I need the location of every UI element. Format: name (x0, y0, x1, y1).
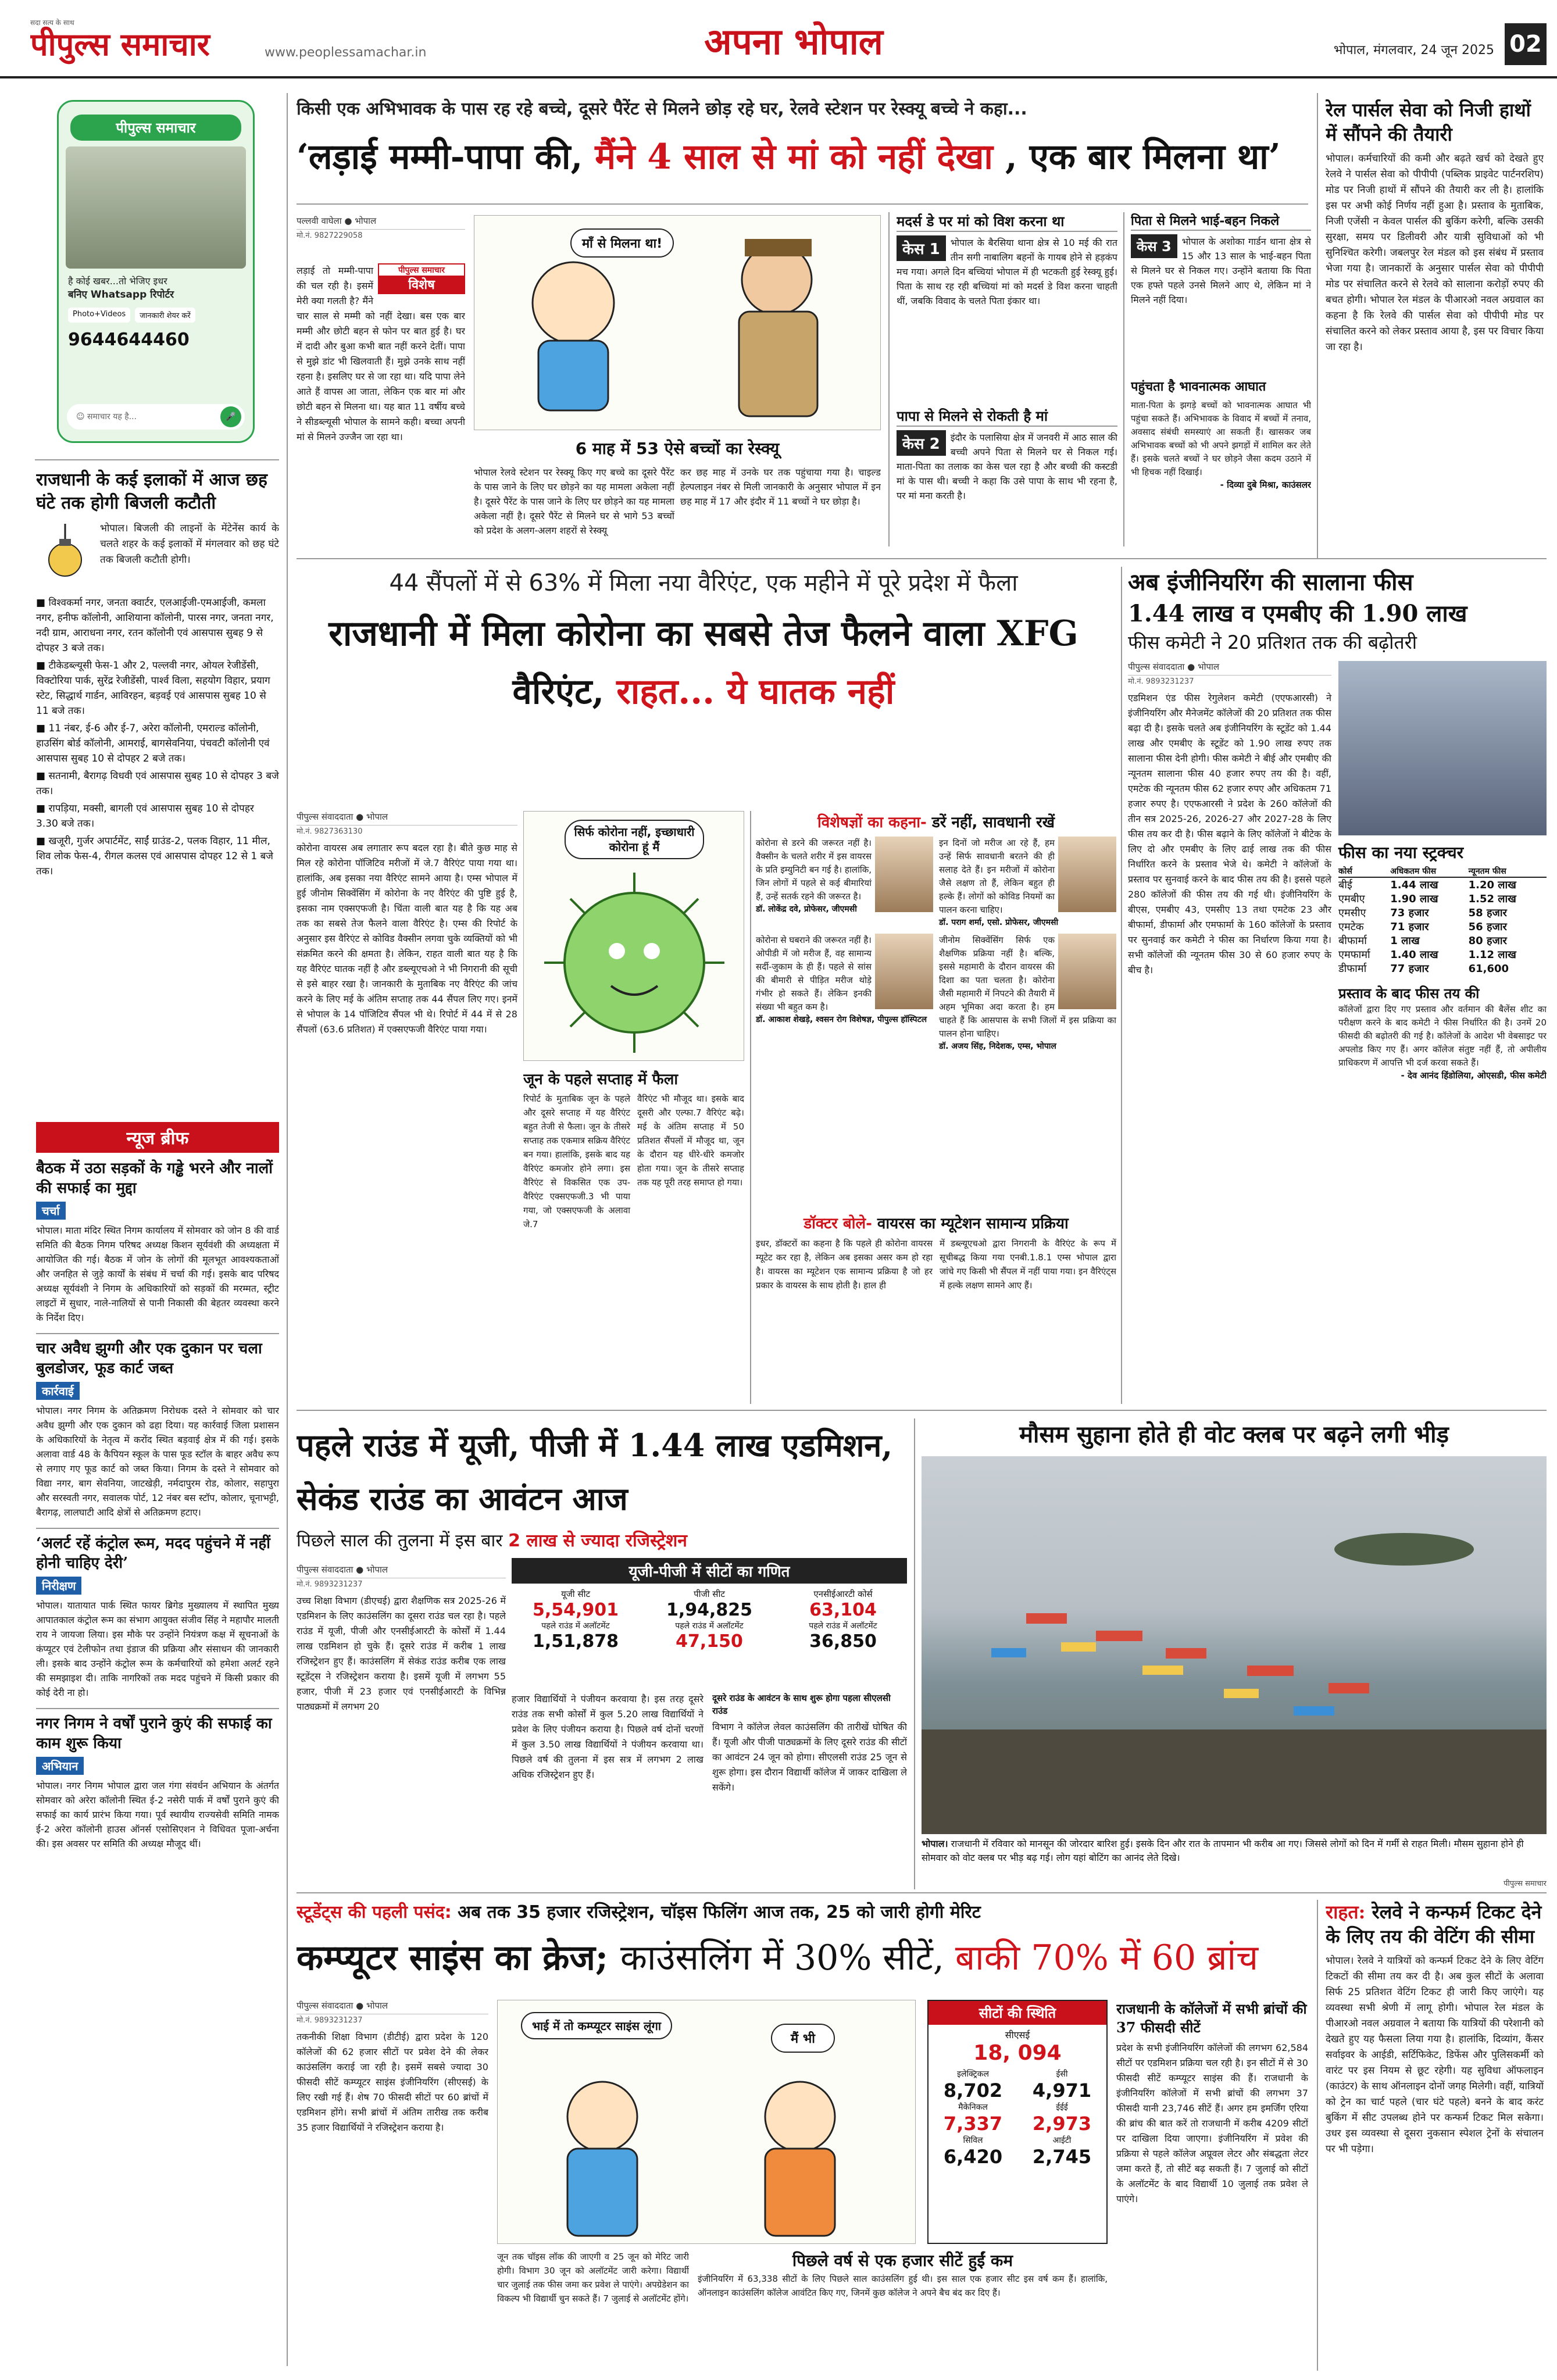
table-row: डीफार्मा 77 हजार 61,600 (1338, 962, 1509, 975)
parcel-story: रेल पार्सल सेवा को निजी हाथों में सौंपने की तैयारी भोपाल। कर्मचारियों की कमी और बढ़ते खर्च को देखते हुए रेलवे ने पार्सल सेवा को पीपीपी (पब्लिक प्राइवेट पार्टनरशिप) मोड पर निजी हाथों में सौंपने की तैयारी कर ली है। हालांकि इस पर अभी कोई निर्णय नहीं हुआ है। प्रस्ताव के मुताबिक, निजी एजेंसी न केवल पार्सल की बुकिंग करेगी, बल्कि उसकी सुरक्षा, समय पर डिलीवरी और यात्री सुविधाओं को भी सुनिश्चित करेगी। जबलपुर रेल मंडल को इस संबंध में प्रस्ताव भेजा गया है। जानकारों के अनुसार पार्सल सेवा को पीपीपी मोड पर संचालित करने से रेलवे को सालाना करोड़ों रुपए की बचत होगी। भोपाल रेल मंडल के पीआरओ नवल अग्रवाल का कहना है कि रेलवे की पार्सल सेवा को पीपीपी मोड पर संचालित करने को लेकर प्रस्ताव आया है, इस पर विचार किया जा रहा है। (1326, 99, 1544, 353)
last-year-box: पिछले वर्ष से एक हजार सीटें हुईं कम इंजीनियरिंग में 63,338 सीटों के लिए पिछले साल काउंसलिंग हुई थी। इस साल एक हजार सीट इस वर्ष कम हैं। हालांकि, ऑनलाइन काउंसलिंग कॉलेज आवंटित किए गए, जिनमें कुछ कॉलेज ने अपने बैच बंद कर दिए हैं। (698, 2251, 1108, 2298)
table-row: एमटेक 71 हजार 56 हजार (1338, 921, 1507, 933)
lead-cartoon (474, 215, 881, 430)
cs-cartoon: भाई में तो कम्प्यूटर साइंस लूंगा मैं भी (497, 2000, 916, 2244)
boatclub-photo (922, 1456, 1547, 1834)
admission-subhead: पिछले साल की तुलना में इस बार 2 लाख से ज्यादा रजिस्ट्रेशन (297, 1531, 687, 1551)
brief-2-tag: कार्रवाई (36, 1382, 80, 1400)
lead-mobile: मो.नं. 9827229058 (297, 231, 363, 240)
brand-logo (30, 17, 257, 70)
cartoon-speech: माँ से मिलना था! (570, 228, 674, 258)
lead-byline: पल्लवी वाघेला ● भोपाल (297, 215, 465, 230)
expert-3: कोरोना से घबराने की जरूरत नहीं है। ओपीडी में जो मरीज हैं, वह सामान्य सर्दी-जुकाम के ही हैं। पहले से सांस की बीमारी से पीड़ित मरीज थोड़े गंभीर हो सकते हैं। लेकिन इनकी संख्या भी बहुत कम है। डॉ. आकाश शेखड़े, श्वसन रोग विशेषज्ञ, पीपुल्स हॉस्पिटल (756, 934, 933, 1052)
chat-icon: ☺ (76, 412, 88, 421)
whatsapp-ad[interactable] (57, 100, 255, 443)
lead-kicker: किसी एक अभिभावक के पास रह रहे बच्चे, दूसरे पैरेंट से मिलने छोड़ रहे घर, रेलवे स्टेशन पर रेस्क्यू बच्चे ने कहा... (297, 99, 1027, 119)
expert-4: जीनोम सिक्वेंसिंग सिर्फ एक शैक्षणिक प्रक्रिया नहीं है। बल्कि, इससे महामारी के दौरान वायरस की दिशा का पता चलता है। कोरोना जैसी महामारी में निपटने की तैयारी में अहम भूमिका अदा करता है। हम चाहते हैं कि आसपास के सभी जिलों में इस प्रक्रिया का पालन होना चाहिए। डॉ. अजय सिंह, निदेशक, एम्स, भोपाल (939, 935, 1116, 1051)
brief-2-headline: चार अवैध झुग्गी और एक दुकान पर चला बुलडोजर, फूड कार्ट जब्त (36, 1333, 279, 1378)
ad-message-bar[interactable] (67, 404, 245, 430)
cs-headline: कम्प्यूटर साइंस का क्रेज; काउंसलिंग में 30% सीटें, बाकी 70% में 60 ब्रांच (297, 1938, 1259, 1978)
page-number: 02 (1505, 23, 1547, 65)
lead-col-1 (297, 215, 465, 535)
case-1: मदर्स डे पर मां को विश करना था केस 1 भोपाल के बैरसिया थाना क्षेत्र से 10 मई की रात तीन सगी नाबालिग बहनों के गायब होने से हड़कंप मच गया। अगले दिन बच्चियां भोपाल में ही भटकती हुई रेस्क्यू हुई। पिता के साथ रह रही बच्चियां मां को मदर्स डे विश करना चाहती थीं, जबकि विवाद के चलते पिता इंकार था। (897, 213, 1117, 306)
power-cut-list (36, 595, 279, 879)
admission-col-1: पीपुल्स संवाददाता ● भोपाल मो.नं. 9893231237 उच्च शिक्षा विभाग (डीएचई) द्वारा शैक्षणिक सत्र 2025-26 में एडमिशन के लिए काउंसलिंग का दूसरा राउंड चल रहा है। पहले राउंड में यूजी, पीजी और एनसीईआरटी के कोर्सों में 1.44 लाख एडमिशन हो चुके हैं। दूसरे राउंड में करीब 1 लाख रजिस्ट्रेशन हुए हैं। काउंसलिंग में सेकंड राउंड करीब एक लाख स्टूडेंट्स ने रजिस्ट्रेशन कराया है। इसमें यूजी में लगभग 55 हजार, पीजी में 23 हजार एवं एनसीईआरटी के विभिन्न पाठ्यक्रमों में लगभग 20 (297, 1564, 506, 1712)
table-row: बीई 1.44 लाख 1.20 लाख (1338, 879, 1516, 891)
corona-headline: राजधानी में मिला कोरोना का सबसे तेज फैलने वाला XFG वैरिएंट, राहत... ये घातक नहीं (328, 613, 1079, 712)
table-row: बीफार्मा 1 लाख 80 हजार (1338, 935, 1507, 947)
special-box: पीपुल्स समाचार विशेष (378, 263, 465, 294)
ad-footer: समाचार यह है... (87, 412, 137, 421)
brief-1-headline: बैठक में उठा सड़कों के गड्ढे भरने और नालों की सफाई का मुद्दा (36, 1160, 273, 1197)
ad-photo (66, 146, 246, 269)
engineering-story: अब इंजीनियरिंग की सालाना फीस 1.44 लाख व एमबीए की 1.90 लाख फीस कमेटी ने 20 प्रतिशत तक की बढ़ोतरी पीपुल्स संवाददाता ● भोपाल मो.नं. 9893231237 एडमिशन एंड फीस रेगुलेशन कमेटी (एएफआरसी) ने इंजीनियरिंग और मैनेजमेंट कॉलेजों की 20 प्रतिशत तक फीस बढ़ा दी है। इसके चलते अब इंजीनियरिंग के स्टूडेंट को 1.44 लाख और एमबीए के स्टूडेंट को 1.90 लाख रुपए तक सालाना फीस देनी होगी। फीस कमेटी ने बीई और एमबीए की न्यूनतम सालाना फीस 40 हजार रुपए तय की है। वहीं, एमटेक की न्यूनतम फीस 62 हजार रुपए और अधिकतम 71 हजार रुपए है। एएफआरसी ने प्रदेश के 260 कॉलेजों की तीन सत्र 2025-26, 2026-27 और 2027-28 के लिए फीस तय कर दी है। फीस बढ़ाने के लिए कॉलेजों ने बीटेक के लिए दो और एमबीए के लिए ढाई लाख तक की फीस निर्धारित करने के प्रस्ताव भेजे थे। कमेटी ने कॉलेजों के प्रस्ताव पर सुनवाई करने के बाद फीस तय की है। इससे पहले 280 कॉलेजों की फीस तय की गई थी। इंजीनियरिंग के बीएस, एमबीए 43, एमसीए 13 तथा एमटेक 23 और बीफार्मा, डीफार्मा और एमफार्मा के 160 कॉलेजों के प्रस्ताव पर सुनवाई कर कमेटी ने फीस का निर्धारण किया गया है। सभी कॉलेजों की न्यूनतम फीस 30 से 60 हजार रुपए के बीच है। फीस का नया स्ट्रक्चर कोर्स अधिकतम फीस न्यूनतम फीस बीई 1.44 लाख 1.20 लाख एमबीए 1.90 लाख 1.52 लाख एमसीए 73 हजार 58 हजार एमटेक 71 हजार 56 हजार बीफार्मा 1 लाख 80 हजार एमफार्मा 1.40 लाख 1.12 लाख डीफार्मा 77 हजार 61,600 प्रस्ताव के बाद फीस तय की कॉलेजों द्वारा दिए गए प्रस्ताव और वर्तमान की बैलेंस शीट का परीक्षण करने के बाद कमेटी ने फीस निर्धारित की है। उनमें 20 फीसदी की बढ़ोतरी की गई है। कॉलेजों के आदेश भी वेबसाइट पर अपलोड किए गए हैं। अगर कॉलेज संतुष्ट नहीं हैं, तो अपीलीय प्राधिकरण में आपत्ति भी दर्ज करवा सकते हैं। - देव आनंद हिंडोलिया, ओएसडी, फीस कमेटी (1128, 569, 1547, 1081)
expert-3-photo (875, 934, 933, 1009)
admission-col-3: दूसरे राउंड के आवंटन के साथ शुरू होगा पहला सीएलसी राउंड विभाग ने कॉलेज लेवल काउंसलिंग की तारीखें घोषित की हैं। यूजी और पीजी पाठ्यक्रमों के लिए दूसरे राउंड की सीटों का आवंटन 24 जून को होगा। सीएलसी राउंड 25 जून से शुरू होगा। इस दौरान विद्यार्थी कॉलेज में जाकर दाखिला ले सकेंगे। (712, 1693, 907, 1793)
students-photo (1338, 661, 1547, 835)
lead-col-3: कर छह माह में उनके घर तक पहुंचाया गया है। चाइल्ड हेल्पलाइन नंबर से मिली जानकारी के अनुसार भोपाल में इन छह माह में 17 और इंदौर में 11 बच्चों ने घर छोड़ा है। (680, 467, 881, 507)
brief-2-body: भोपाल। नगर निगम के अतिक्रमण निरोधक दस्ते ने सोमवार को चार अवैध झुग्गी और एक दुकान को ढहा दिया। यह कार्रवाई जिला प्रशासन के अधिकारियों के नेतृत्व में करोंद स्थित बड़वाई क्षेत्र में की गई। इसके अलावा वार्ड 48 के कैपियन स्कूल के पास फूड स्टॉल के बाहर अवैध रूप से लगाए गए फूड कार्ट को जब्त किया। निगम के दस्ते ने सोमवार को विद्या नगर, बाग सेवनिया, जाटखेड़ी, नर्मदापुरम रोड, कोलार, सहापुरा और सरस्वती नगर, सवालक पोर्ट, 12 नंबर बस स्टॉप, कोलार, चूनाभट्टी, बैरागढ़, लालघाटी आदि क्षेत्रों से अतिक्रमण हटाए। (36, 1405, 279, 1518)
table-row: 6,420 2,745 (943, 2146, 1092, 2168)
brief-1-tag: चर्चा (36, 1202, 66, 1220)
mic-icon: 🎤 (220, 406, 241, 427)
table-row: इलेक्ट्रिकल ईसी (957, 2070, 1068, 2079)
corona-col-1: पीपुल्स संवाददाता ● भोपाल मो.नं. 9827363130 कोरोना वायरस अब लगातार रूप बदल रहा है। बीते कुछ माह से मिल रहे कोरोना पॉजिटिव मरीजों में जे.7 वैरिएंट पाया गया था। हालांकि, अब इसका नया वैरिएंट सामने आया है। एम्स भोपाल में हुई जीनोम सिक्वेंसिंग में कोरोना के नए वैरिएंट की पुष्टि हुई है, इसका नाम एक्सएफजी है। चिंता वाली बात यह है कि यह अब तक का सबसे तेज फैलने वाला वैरिएंट है। एम्स की रिपोर्ट के अनुसार इस वैरिएंट से कोविड वैक्सीन लगवा चुके व्यक्तियों को भी संक्रमित करने की क्षमता है। लेकिन, राहत वाली बात यह है कि यह वैरिएंट घातक नहीं है और डब्ल्यूएचओ ने भी निगरानी की सूची से इसे बाहर रखा है। जानकारी के मुताबिक नए वैरिएंट की जांच करने के लिए मई के अंतिम सप्ताह तक 44 सैंपल लिए गए। इनमें से भोपाल के 14 पॉजिटिव सैंपल भी थे। रिपोर्ट में 44 में से 28 सैंपलों (63.6 प्रतिशत) में एक्सएफजी वैरिएंट पाया गया। (297, 812, 517, 1035)
admission-col-2: हजार विद्यार्थियों ने पंजीयन करवाया है। इस तरह दूसरे राउंड तक सभी कोर्सों में कुल 5.20 लाख विद्यार्थियों ने प्रवेश के लिए पंजीयन कराया है। पिछले वर्ष दोनों चरणों में कुल 3.50 लाख विद्यार्थियों ने पंजीयन करवाया था। पिछले वर्ष की तुलना में इस सत्र में लगभग 2 लाख अधिक रजिस्ट्रेशन हुए हैं। (512, 1693, 703, 1780)
power-cut-intro: भोपाल। बिजली की लाइनों के मेंटेनेंस कार्य के चलते शहर के कई इलाकों में मंगलवार को छह घंटे तक बिजली कटौती होगी। (100, 523, 279, 566)
photo-credit: पीपुल्स समाचार (1504, 1879, 1547, 1888)
list-item: ■ सतनामी, बैरागढ़ विधवी एवं आसपास सुबह 10 से दोपहर 3 बजे तक। (36, 770, 279, 797)
admission-headline: पहले राउंड में यूजी, पीजी में 1.44 लाख एडमिशन, सेकंड राउंड का आवंटन आज (297, 1427, 893, 1517)
fee-table: कोर्स अधिकतम फीस न्यूनतम फीस बीई 1.44 लाख 1.20 लाख एमबीए 1.90 लाख 1.52 लाख एमसीए 73 हजार 58 हजार एमटेक 71 हजार 56 हजार बीफार्मा 1 लाख 80 हजार एमफार्मा 1.40 लाख 1.12 लाख डीफार्मा 77 हजार 61,600 (1338, 866, 1547, 975)
list-item: ■ 11 नंबर, ई-6 और ई-7, अरेरा कॉलोनी, एमराल्ड कॉलोनी, हाउसिंग बोर्ड कॉलोनी, आमराई, बागसेवनिया, पंचवटी कॉलोनी एवं आसपास सुबह 10 से दोपहर 2 बजे तक। (36, 723, 270, 764)
case-2-label: केस 2 (897, 430, 946, 456)
masthead (0, 0, 1557, 78)
power-cut-headline: राजधानी के कई इलाकों में आज छह घंटे तक होगी बिजली कटौती (36, 470, 267, 513)
corona-cartoon: सिर्फ कोरोना नहीं, इच्छाधारी कोरोना हूं मैं (523, 811, 744, 1061)
brief-1-body: भोपाल। माता मंदिर स्थित निगम कार्यालय में सोमवार को जोन 8 की वार्ड समिति की बैठक निगम परिषद अध्यक्ष किशन सूर्यवंशी की अध्यक्षता में आयोजित की गई। बैठक में जोन के लोगों की मूलभूत आवश्यकताओं और जनहित से जुड़े कार्यों के संबंध में चर्चा की गई। इसके बाद परिषद अध्यक्ष सूर्यवंशी ने निगम के अधिकारियों को सड़कों की मरम्मत, स्ट्रीट लाइटों में सुधार, नाले-नालियों से पानी निकासी की बेहतर व्यवस्था करने के निर्देश दिए। (36, 1225, 279, 1323)
experts-box: विशेषज्ञों का कहना- डरें नहीं, सावधानी रखें कोरोना से डरने की जरूरत नहीं है। वैक्सीन के चलते शरीर में इस वायरस के प्रति इम्युनिटी बन गई है। हालांकि, जिन लोगों में पहले से कई बीमारियां हैं, उन्हें सतर्क रहने की जरूरत है। डॉ. लोकेंद्र दवे, प्रोफेसर, जीएमसी इन दिनों जो मरीज आ रहे हैं, हम उन्हें सिर्फ सावधानी बरतने की ही सलाह देते हैं। इन मरीजों में कोरोना जैसे लक्षण तो हैं, लेकिन बहुत ही हल्के हैं। लोगों को कोविड नियमों का पालन करना चाहिए। डॉ. पराग शर्मा, एसो. प्रोफेसर, जीएमसी कोरोना से घबराने की जरूरत नहीं है। ओपीडी में जो मरीज हैं, वह सामान्य सर्दी-जुकाम के ही हैं। पहले से सांस की बीमारी से पीड़ित मरीज थोड़े गंभीर हो सकते हैं। लेकिन इनकी संख्या भी बहुत कम है। डॉ. आकाश शेखड़े, श्वसन रोग विशेषज्ञ, पीपुल्स हॉस्पिटल जीनोम सिक्वेंसिंग सिर्फ एक शैक्षणिक प्रक्रिया नहीं है। बल्कि, इससे महामारी के दौरान वायरस की दिशा का पता चलता है। कोरोना जैसी महामारी में निपटने की तैयारी में अहम भूमिका अदा करता है। हम चाहते हैं कि आसपास के सभी जिलों में इस प्रक्रिया का पालन होना चाहिए। डॉ. अजय सिंह, निदेशक, एम्स, भोपाल (756, 814, 1116, 1051)
boatclub-caption: भोपाल। राजधानी में रविवार को मानसून की जोरदार बारिश हुई। इसके दिन और रात के तापमान भी करीब आ गए। जिससे लोगों को दिन में गर्मी से राहत मिली। मौसम सुहाना होने ही सोमवार को वोट क्लब पर भीड़ बढ़ गई। लोग यहां बोटिंग का आनंद लेते दिखे। (922, 1838, 1524, 1863)
corona-kicker: 44 सैंपलों में से 63% में मिला नया वैरिएंट, एक महीने में पूरे प्रदेश में फैला (389, 570, 1018, 596)
case-1-label: केस 1 (897, 235, 946, 261)
ad-line1: है कोई खबर...तो भेजिए इधर (68, 276, 167, 287)
brief-4-tag: अभियान (36, 1757, 84, 1775)
doctor-box: डॉक्टर बोले- वायरस का म्यूटेशन सामान्य प्रक्रिया इधर, डॉक्टरों का कहना है कि पहले ही कोरोना वायरस म्यूटेट कर रहा है, लेकिन अब इसका असर कम हो रहा है। वायरस का म्यूटेशन एक सामान्य प्रक्रिया है जो हर प्रकार के वायरस के साथ होती है। हाल ही में डब्ल्यूएचओ द्वारा निगरानी के वैरिएंट के रूप में सूचीबद्ध किया गया एनबी.1.8.1 एम्स भोपाल द्वारा जांचे गए किसी भी सैंपल में नहीं पाया गया। इन वैरिएंट्स में हल्के लक्षण सामने आए हैं। (756, 1215, 1116, 1291)
expert-1: कोरोना से डरने की जरूरत नहीं है। वैक्सीन के चलते शरीर में इस वायरस के प्रति इम्युनिटी बन गई है। हालांकि, जिन लोगों में पहले से कई बीमारियां हैं, उन्हें सतर्क रहने की जरूरत है। डॉ. लोकेंद्र दवे, प्रोफेसर, जीएमसी (756, 837, 933, 928)
case-3-label: केस 3 (1131, 234, 1177, 258)
brand-small: सदा सत्य के साथ (30, 19, 74, 27)
photo-videos-label: Photo+Videos (68, 308, 130, 323)
news-brief (36, 1122, 279, 2366)
seat-status: सीटों की स्थिति सीएसई 18, 094 इलेक्ट्रिकल ईसी 8,702 4,971 मैकेनिकल ईईई 7,337 2,973 सिविल आईटी 6,420 2,745 (927, 2000, 1108, 2244)
whatsapp-brand: पीपुल्स समाचार (70, 115, 241, 141)
brief-4-body: भोपाल। नगर निगम भोपाल द्वारा जल गंगा संवर्धन अभियान के अंतर्गत सोमवार को अरेरा कॉलोनी स्थित ई-2 नसेरी पार्क में वर्षों पुराने कुएं की सफाई का कार्य प्रारंभ किया गया। पूर्व स्थायीय राज्यसेवी समिति नामक ई-2 अरेरा कॉलोनी हाउस ऑनर्स एसोसिएशन ने विधिवत पूजा-अर्चना की। इस अवसर पर समिति की अध्यक्ष मौजूद थीं। (36, 1780, 279, 1849)
lead-headline: ‘लड़ाई मम्मी-पापा की, मैंने 4 साल से मां को नहीं देखा , एक बार मिलना था’ (297, 137, 1281, 177)
ad-line2: बनिए Whatsapp रिपोर्टर (68, 289, 174, 301)
list-item: ■ विश्वकर्मा नगर, जनता क्वार्टर, एलआईजी-एमआईजी, कमला नगर, हनीफ कॉलोनी, आशियाना कॉलोनी, पारस नगर, जनता नगर, नदी ग्राम, आराधना नगर, रतन कॉलोनी एवं आसपास सुबह 9 से दोपहर 3 बजे तक। (36, 597, 274, 654)
rescue-title: 6 माह में 53 ऐसे बच्चों का रेस्क्यू (575, 439, 780, 458)
seat-math: यूजी-पीजी में सीटों का गणित यूजी सीट 5,54,901 पहले राउंड में अलॉटमेंट 1,51,878 पीजी सीट 1,94,825 पहले राउंड में अलॉटमेंट 47,150 एनसीईआरटी कोर्स 63,104 पहले राउंड में अलॉटमेंट 36,850 (512, 1558, 907, 1686)
table-row: सिविल आईटी (963, 2136, 1072, 2145)
tatkal-story: राहत: रेलवे ने कन्फर्म टिकट देने के लिए तय की वेटिंग की सीमा भोपाल। रेलवे ने यात्रियों को कन्फर्म टिकट देने के लिए वेटिंग टिकटों की सीमा तय कर दी है। अब कुल सीटों के अलावा सिर्फ 25 प्रतिशत वेटिंग टिकट ही जारी किए जाएंगे। यह व्यवस्था सभी श्रेणी में लागू होगी। भोपाल रेल मंडल के पीआरओ नवल अग्रवाल ने बताया कि यात्रियों की परेशानी को देखते हुए यह फैसला लिया गया है। हालांकि, दिव्यांग, कैंसर सर्वाइवर के आईडी, सर्टिफिकेट, डिफेंस और पुलिसकर्मी को वारंट पर इस नियम से छूट रहेगी। यह सुविधा ऑफलाइन (काउंटर) के साथ ऑनलाइन दोनों जगह मिलेगी। वहीं, यात्रियों को ट्रेन का चार्ट पहले (चार घंटे पहले) बनने के बाद करंट बुकिंग में सीट उपलब्ध होने पर कन्फर्म टिकट मिल सकेगा। उधर इस व्यवस्था से दूसरा नुकसान स्पेशल ट्रेनों के संचालन पर भी पड़ेगा। (1326, 1901, 1544, 2155)
table-row: एमबीए 1.90 लाख 1.52 लाख (1338, 893, 1516, 905)
case-3: पिता से मिलने भाई-बहन निकले केस 3 भोपाल के अशोका गार्डन थाना क्षेत्र से 15 और 13 साल के भाई-बहन पिता से मिलने घर से निकल गए। उन्होंने बताया कि पिता एक हफ्ते पहले उनसे मिलने आए थे, लेकिन मां ने मिलने नहीं दिया। (1131, 213, 1311, 305)
list-item: ■ रापड़िया, मक्सी, बागली एवं आसपास सुबह 10 से दोपहर 3.30 बजे तक। (36, 803, 254, 830)
power-cut-story (36, 469, 279, 1108)
dateline: भोपाल, मंगलवार, 24 जून 2025 (1333, 43, 1494, 58)
news-brief-title: न्यूज ब्रीफ (36, 1122, 279, 1153)
brief-4-headline: नगर निगम ने वर्षों पुराने कुएं की सफाई का काम शुरू किया (36, 1708, 279, 1753)
cs-col-4: राजधानी के कॉलेजों में सभी ब्रांचों की 37 फीसदी सीटें प्रदेश के सभी इंजीनियरिंग कॉलेजों की लगभग 62,584 सीटों पर एडमिशन प्रक्रिया चल रही है। इन सीटों में से 30 फीसदी सीटें कम्प्यूटर साइंस की हैं। राजधानी के इंजीनियरिंग कॉलेजों में सभी ब्रांचों की लगभग 37 फीसदी यानी 23,746 सीटें हैं। अगर हम इमर्जिंग एरिया की ब्रांच की बात करें तो राजधानी में करीब 4209 सीटों पर दाखिला दिया जाएगा। इंजीनियरिंग में प्रवेश की प्रक्रिया से पहले कॉलेज अप्रूवल लेटर और संबद्धता लेटर जमा करते हैं, तो सीटें बढ़ सकती हैं। 7 जुलाई को सीटों के अलॉटमेंट के बाद विद्यार्थी 10 जुलाई तक प्रवेश ले पाएंगे। (1116, 2000, 1308, 2204)
cs-col-2: जून तक चॉइस लॉक की जाएगी व 25 जून को मेरिट जारी होगी। विभाग 30 जून को अलॉटमेंट जारी करेगा। विद्यार्थी चार जुलाई तक फीस जमा कर प्रवेश ले पाएंगे। अपग्रेडेशन का विकल्प भी विद्यार्थी चुन सकते हैं। 7 जुलाई से अलॉटमेंट होंगे। (497, 2252, 689, 2304)
brief-3-tag: निरीक्षण (36, 1577, 81, 1595)
table-row: एमफार्मा 1.40 लाख 1.12 लाख (1338, 949, 1516, 961)
brand-name: पीपुल्स समाचार (30, 26, 210, 63)
section-title: अपना भोपाल (704, 20, 883, 63)
expert-4-photo (1058, 934, 1116, 1009)
expert-2: इन दिनों जो मरीज आ रहे हैं, हम उन्हें सिर्फ सावधानी बरतने की ही सलाह देते हैं। इन मरीजों में कोरोना जैसे लक्षण तो हैं, लेकिन बहुत ही हल्के हैं। लोगों को कोविड नियमों का पालन करना चाहिए। डॉ. पराग शर्मा, एसो. प्रोफेसर, जीएमसी (939, 837, 1116, 928)
list-item: ■ टीकेडब्ल्यूसी फेस-1 और 2, पल्लवी नगर, ओयल रेजीडेंसी, विक्टोरिया पार्क, सुरेंद्र रेजीडेंसी, पार्श्व विला, सहयोग विहार, प्रयाग स्टेट, सिद्धार्थ गार्डन, आविरहन, बड़वई एवं आसपास सुबह 10 से 11 बजे तक। (36, 660, 270, 717)
table-row: 8,702 4,971 (943, 2079, 1092, 2102)
cs-kicker: स्टूडेंट्स की पहली पसंद: अब तक 35 हजार रजिस्ट्रेशन, चॉइस फिलिंग आज तक, 25 को जारी होगी मेरिट (297, 1902, 981, 1922)
lead-body-1: लड़ाई तो मम्मी-पापा की चल रही है। इसमें मेरी क्या गलती है? मैंने चार साल से मम्मी को नहीं देखा। बस एक बार मम्मी और छोटी बहन से फोन पर बात हुई है। घर में दादी और बुआ कभी बात नहीं करने देतीं। पापा से मुझे डांट भी खिलवाती हैं। मुझे उनके साथ नहीं रहना है। इसलिए घर से जा रहा था। यदि पापा लेने आते हैं वापस आ जाता, लेकिन एक बार मां और छोटी बहन से मिलना था। यह बात 11 वर्षीय बच्चे ने सीडब्ल्यूसी भोपाल के सामने कही। बच्चा अपनी मां से मिलने उज्जैन जा रहा था। (297, 265, 465, 442)
bulb-icon (36, 521, 94, 591)
expert-2-photo (1058, 837, 1116, 912)
boatclub-headline: मौसम सुहाना होते ही वोट क्लब पर बढ़ने लगी भीड़ (1019, 1421, 1449, 1448)
table-row: एमसीए 73 हजार 58 हजार (1338, 907, 1507, 919)
expert-1-photo (875, 837, 933, 912)
lead-col-2: भोपाल रेलवे स्टेशन पर रेस्क्यू किए गए बच्चे का दूसरे पैरेंट के पास जाने के लिए घर छोड़ने का यह मामला अकेला नहीं है। दूसरे पैरेंट के पास जाने के लिए घर छोड़ने का यह मामला अकेला नहीं है। दूसरे पैरेंट से मिलने घर से भागे 53 बच्चों को प्रदेश के अलग-अलग शहरों से रेस्क्यू (474, 467, 674, 536)
list-item: ■ खजूरी, गुर्जर अपार्टमेंट, साईं ग्राउंड-2, पलक विहार, 11 मील, शिव लोक फेस-4, रीगल कलस एवं आसपास दोपहर 12 से 1 बजे तक। (36, 835, 273, 877)
brief-3-body: भोपाल। यातायात पार्क स्थित फायर ब्रिगेड मुख्यालय में स्थापित मुख्य आपातकाल कंट्रोल रूम का संभाग आयुक्त संजीव सिंह ने महापौर मालती राय ने जायजा लिया। इस मौके पर उन्होंने नियंत्रण कक्ष में सूचनाओं के कंप्यूटर एवं टेलीफोन तथा इंडाज की प्रक्रिया और संसाधन की जानकारी ली। इसके बाद उन्होंने कंट्रोल रूम के कर्मचारियों को हमेशा अलर्ट रहने की समझाइश दी। ताकि नागरिकों तक मदद पहुंचने में किसी प्रकार की कोई देरी ना हो। (36, 1600, 279, 1698)
whatsapp-number[interactable]: 9644644460 (68, 330, 190, 350)
corona-june: जून के पहले सप्ताह में फैला रिपोर्ट के मुताबिक जून के पहले और दूसरे सप्ताह में यह वैरिएंट बहुत तेजी से फैला। जून के तीसरे सप्ताह तक एकमात्र सक्रिय वैरिएंट बन गया। हालांकि, इसके बाद यह वैरिएंट कमजोर होने लगा। इस वैरिएंट से विकसित एक उप-वैरिएंट एक्सएफजी.3 भी पाया गया, जो एक्सएफजी के अलावा जे.7 वैरिएंट भी मौजूद था। इसके बाद दूसरी और एल्फा.7 वैरिएंट बढ़े। मई के अंतिम सप्ताह में 50 प्रतिशत सैंपलों में मौजूद था, जून के दौरान यह धीरे-धीरे कमजोर होता गया। जून के तीसरे सप्ताह तक यह पूरी तरह समाप्त हो गया। (523, 1071, 744, 1230)
emotion-box: पहुंचता है भावनात्मक आघात माता-पिता के झगड़े बच्चों को भावनात्मक आघात भी पहुंचा सकते हैं। अभिभावक के विवाद में बच्चों में तनाव, अवसाद संबंधी समस्याएं आ सकती हैं। खासकर जब अभिभावक बच्चों को भी अपने झगड़ों में शामिल कर लेते हैं। इसके चलते बच्चों ने घर छोड़ने जैसा कदम उठाने में भी हिचक नहीं दिखाई। - दिव्या दुबे मिश्रा, काउंसलर (1131, 379, 1311, 490)
table-row: मैकेनिकल ईईई (958, 2103, 1068, 2112)
table-row: 7,337 2,973 (943, 2113, 1092, 2135)
site-url[interactable]: www.peoplessamachar.in (265, 45, 427, 60)
case-2: पापा से मिलने से रोकती है मां केस 2 इंदौर के पलासिया क्षेत्र में जनवरी में आठ साल की बच्ची अपने पिता से मिलने घर से निकल गई। माता-पिता का तलाक का केस चल रहा है और बच्ची की कस्टडी मां के पास थी। बच्ची ने कहा कि उसे पापा के साथ भी रहना है, पर मां मना करती है। (897, 408, 1117, 501)
share-info-label: जानकारी शेयर करें (135, 308, 195, 323)
cs-col-1: पीपुल्स संवाददाता ● भोपाल मो.नं. 9893231237 तकनीकी शिक्षा विभाग (डीटीई) द्वारा प्रदेश के 120 कॉलेजों की 62 हजार सीटों पर प्रवेश देने की लेकर काउंसलिंग कराई जा रही है। इसमें सबसे ज्यादा 30 फीसदी सीटें कम्प्यूटर साइंस इंजीनियरिंग (सीएसई) के लिए रखी गई हैं। शेष 70 फीसदी सीटों पर 60 ब्रांचों में एडमिशन होंगे। सभी ब्रांचों में अंतिम तारीख तक करीब 35 हजार विद्यार्थियों ने रजिस्ट्रेशन कराया है। (297, 2000, 488, 2133)
brief-3-headline: ‘अलर्ट रहें कंट्रोल रूम, मदद पहुंचने में नहीं होनी चाहिए देरी’ (36, 1528, 279, 1573)
